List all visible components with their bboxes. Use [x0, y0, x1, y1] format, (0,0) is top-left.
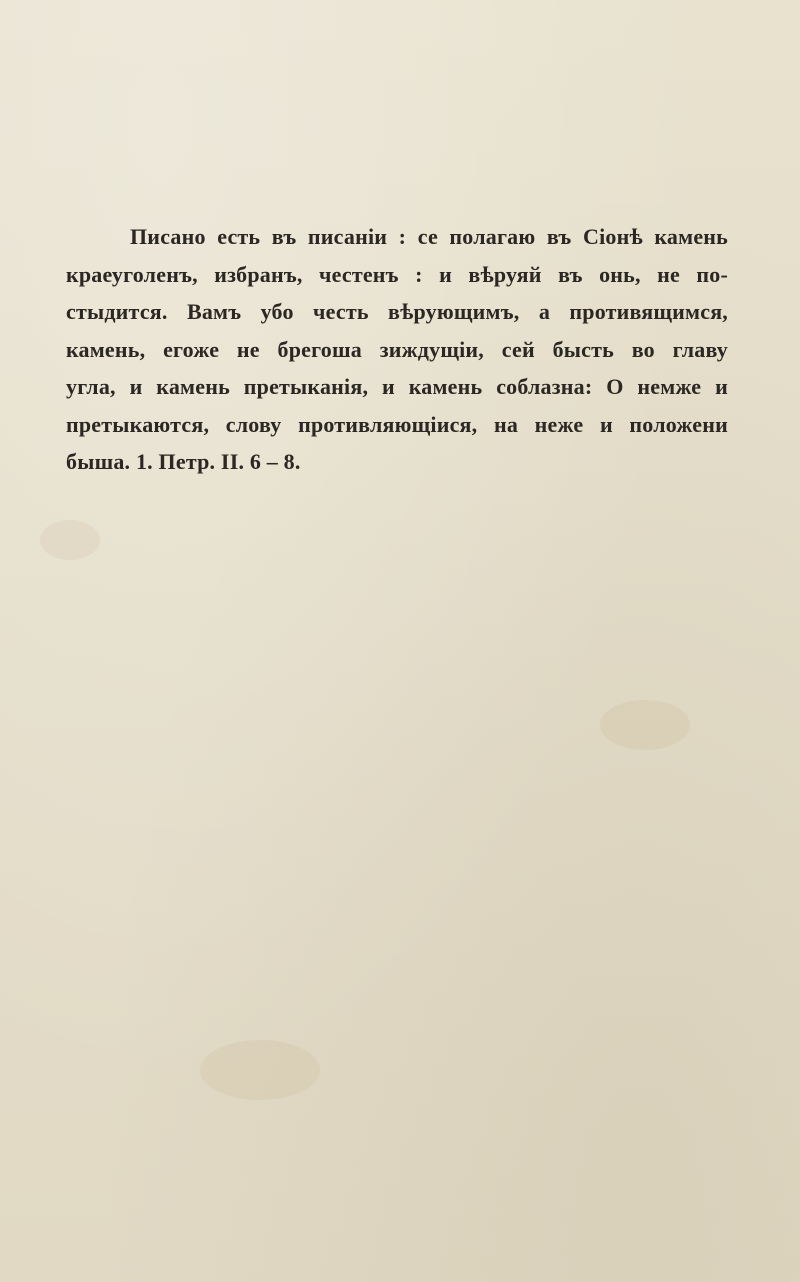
epigraph-line: краеуголенъ, избранъ, честенъ : и вѣруяй въ онь, не по-	[66, 261, 728, 287]
epigraph-citation-line: быша. 1. Петр. II. 6 – 8.	[66, 449, 301, 474]
paper-stain	[200, 1040, 320, 1100]
epigraph-line: претыкаются, слову противляющіися, на неже и положени	[66, 411, 728, 437]
paper-stain	[40, 520, 100, 560]
paper-stain	[600, 700, 690, 750]
epigraph-line: стыдится. Вамъ убо честь вѣрующимъ, а противящимся,	[66, 299, 728, 324]
epigraph-line: Писано есть въ писаніи : се полагаю въ Сіонѣ камень	[130, 224, 728, 249]
epigraph-line: угла, и камень претыканія, и камень соблазна: О немже и	[66, 374, 728, 399]
epigraph-line: камень, егоже не брегоша зиждущіи, сей бысть во главу	[66, 336, 728, 362]
scripture-epigraph	[66, 218, 728, 481]
